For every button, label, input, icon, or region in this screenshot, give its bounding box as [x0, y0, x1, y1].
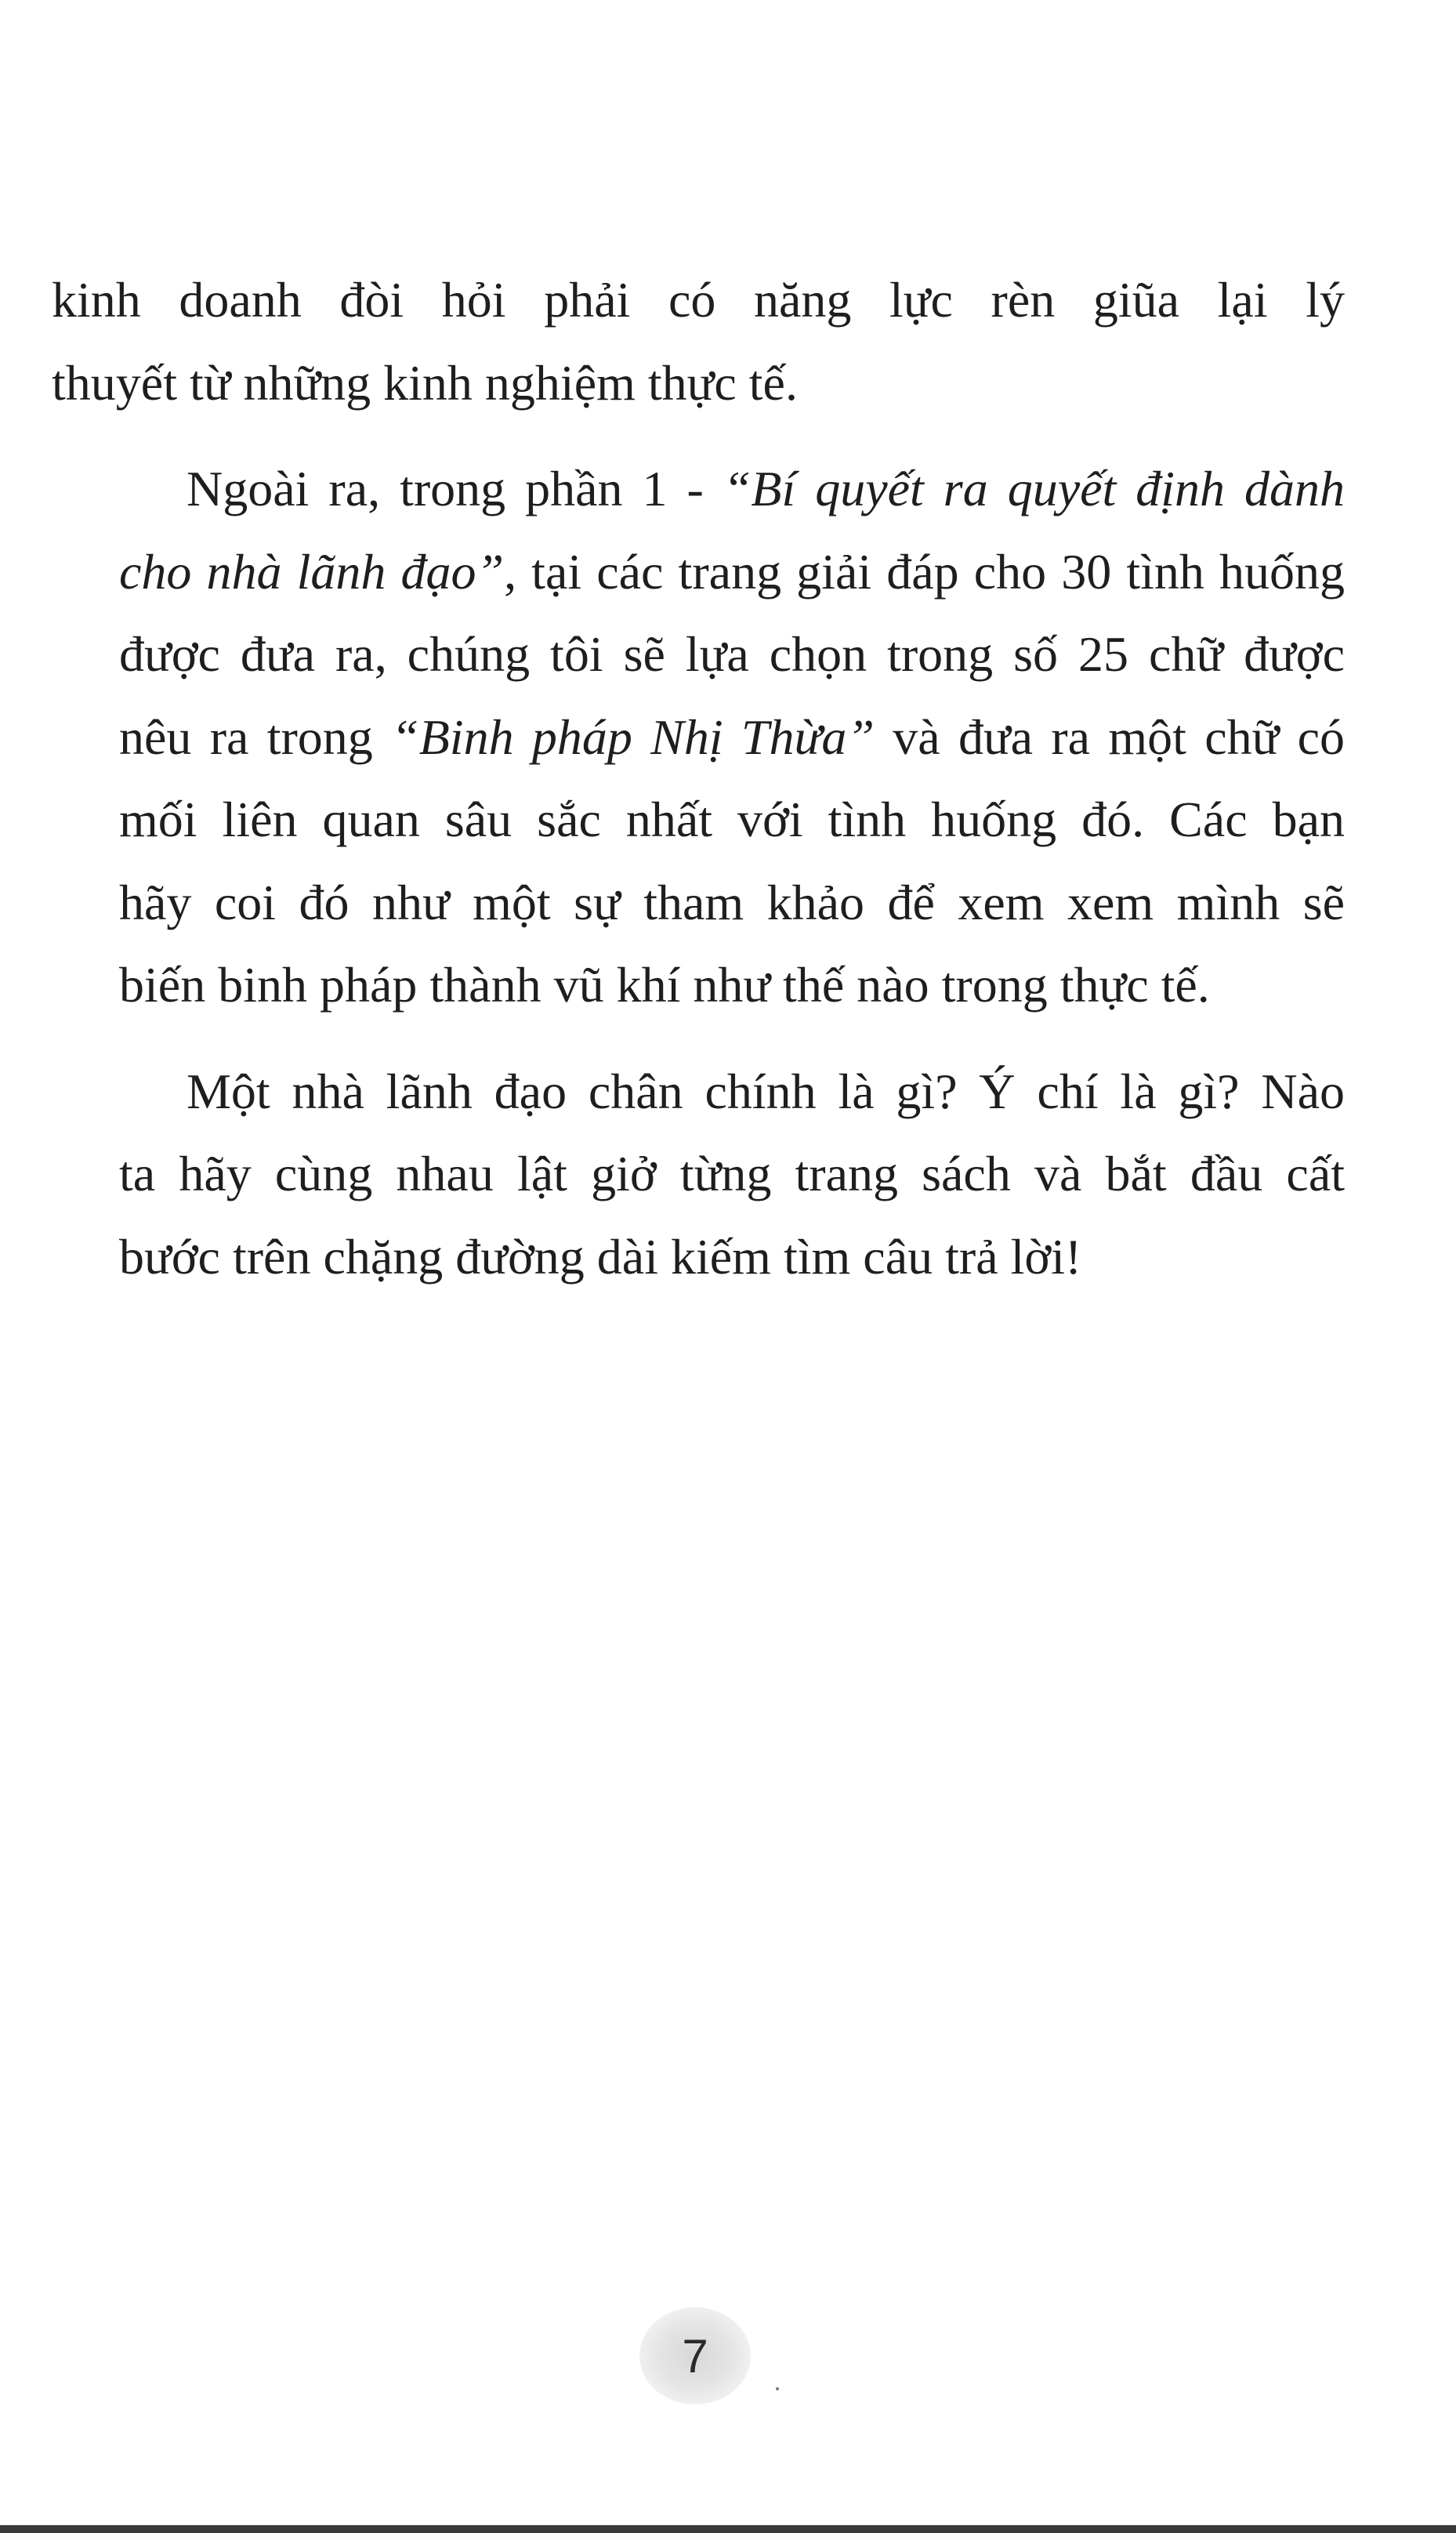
text-line — [52, 696, 1345, 779]
text-run: và đưa ra một chữ có — [875, 708, 1346, 765]
page-number-badge — [639, 2307, 751, 2404]
text-line — [52, 1132, 1345, 1216]
page-number: 7 — [682, 2329, 708, 2383]
print-speck — [776, 2387, 779, 2390]
page-bottom-edge — [0, 2525, 1456, 2533]
paragraph — [52, 448, 1345, 1027]
text-line — [52, 448, 1345, 531]
italic-text: “Bí quyết ra quyết định dành — [723, 461, 1346, 516]
text-line — [52, 778, 1345, 861]
text-run: nêu ra trong — [119, 708, 392, 765]
text-line — [52, 342, 1345, 425]
text-run: mối liên quan sâu sắc nhất với tình huống đó. Các bạn — [119, 792, 1345, 847]
italic-text: “Binh pháp Nhị Thừa” — [391, 708, 875, 765]
italic-text: cho nhà lãnh đạo” — [119, 543, 505, 600]
text-line — [52, 531, 1345, 614]
text-run: ta hãy cùng nhau lật giở từng trang sách và bắt đầu cất — [119, 1146, 1345, 1201]
text-run: biến binh pháp thành vũ khí như thế nào trong thực tế. — [119, 957, 1210, 1013]
text-run: thuyết từ những kinh nghiệm thực tế. — [52, 354, 798, 411]
body-text — [52, 259, 1345, 1298]
text-line — [52, 944, 1345, 1027]
text-line — [52, 259, 1345, 342]
text-run: Ngoài ra, trong phần 1 - — [187, 461, 723, 516]
text-line — [52, 1050, 1345, 1133]
text-run: bước trên chặng đường dài kiếm tìm câu trả lời! — [119, 1228, 1082, 1285]
text-run: được đưa ra, chúng tôi sẽ lựa chọn trong số 25 chữ được — [119, 626, 1345, 682]
paragraph — [52, 259, 1345, 424]
text-run: kinh doanh đòi hỏi phải có năng lực rèn giũa lại lý — [52, 272, 1345, 328]
text-run: , tại các trang giải đáp cho 30 tình huống — [504, 543, 1345, 600]
text-line — [52, 1216, 1345, 1299]
text-line — [52, 613, 1345, 696]
text-run: hãy coi đó như một sự tham khảo để xem xem mình sẽ — [119, 874, 1345, 930]
text-run: Một nhà lãnh đạo chân chính là gì? Ý chí là gì? Nào — [187, 1063, 1345, 1119]
text-line — [52, 861, 1345, 944]
paragraph — [52, 1050, 1345, 1299]
